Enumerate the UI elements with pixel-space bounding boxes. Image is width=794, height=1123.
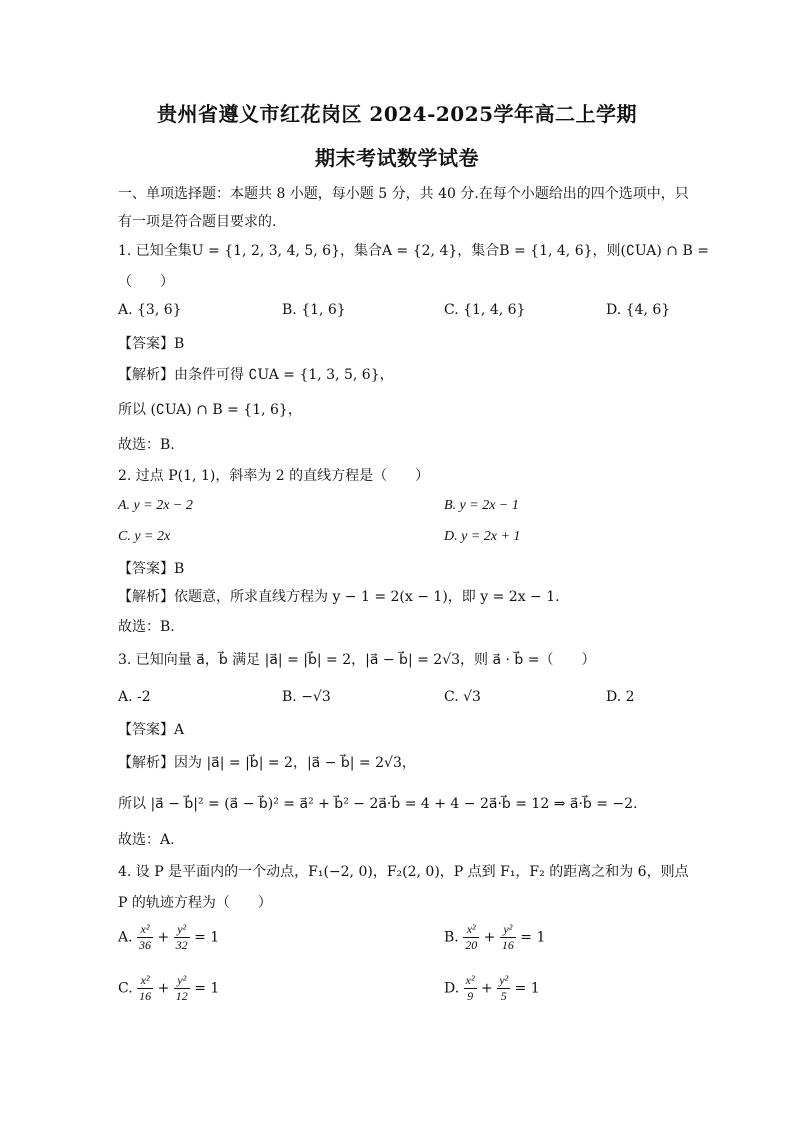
fraction: $\frac{\text{y²}}{32}$ xyxy=(175,922,188,952)
q2-choice: 故选：B. xyxy=(118,619,175,635)
option-label: C. xyxy=(118,980,133,997)
q1-choice: 故选：B. xyxy=(118,437,175,453)
fraction: $\frac{\text{x²}}{36}$ xyxy=(139,922,152,952)
q1-option-c: C. {1, 4, 6} xyxy=(444,302,526,318)
q3-option-d: D. 2 xyxy=(606,689,635,705)
option-label: B. xyxy=(444,929,459,946)
q4-option-d: D. $\frac{\text{x²}}{9}$ + $\frac{\text{y²}}{5}$ = 1 xyxy=(444,973,540,1003)
q1-option-b: B. {1, 6} xyxy=(282,302,346,318)
section-intro-2: 有一项是符合题目要求的. xyxy=(118,214,277,230)
q4-stem-2: P 的轨迹方程为（ ） xyxy=(118,895,272,911)
q2-analysis: 【解析】依题意，所求直线方程为 y − 1 = 2(x − 1)，即 y = 2x − 1. xyxy=(118,589,560,605)
q3-answer: 【答案】A xyxy=(118,722,185,738)
option-label: A. xyxy=(118,929,133,946)
q4-option-b: B. $\frac{\text{x²}}{20}$ + $\frac{\text{y²}}{16}$ = 1 xyxy=(444,922,546,952)
fraction: $\frac{\text{y²}}{12}$ xyxy=(175,973,188,1003)
q3-stem: 3. 已知向量 a⃗，b⃗ 满足 |a⃗| = |b⃗| = 2，|a⃗ − b⃗| = 2√3，则 a⃗ · b⃗ =（ ） xyxy=(118,652,596,668)
q3-option-c: C. √3 xyxy=(444,689,481,705)
fraction: $\frac{\text{x²}}{20}$ xyxy=(465,922,478,952)
q4-option-c: C. $\frac{\text{x²}}{16}$ + $\frac{\text{y²}}{12}$ = 1 xyxy=(118,973,220,1003)
section-intro-1: 一、单项选择题：本题共 8 小题，每小题 5 分，共 40 分.在每个小题给出的四个选项中，只 xyxy=(118,186,689,202)
q2-option-b: B. y = 2x − 1 xyxy=(444,498,519,513)
q1-stem: 1. 已知全集U = {1, 2, 3, 4, 5, 6}，集合A = {2, 4}，集合B = {1, 4, 6}，则(∁UA) ∩ B = xyxy=(118,243,709,259)
q4-option-a: A. $\frac{\text{x²}}{36}$ + $\frac{\text{y²}}{32}$ = 1 xyxy=(118,922,220,952)
title-line-2: 期末考试数学试卷 xyxy=(315,146,479,170)
q4-stem-1: 4. 设 P 是平面内的一个动点，F₁(−2, 0)，F₂(2, 0)，P 点到 F₁，F₂ 的距离之和为 6，则点 xyxy=(118,864,689,880)
q2-option-d: D. y = 2x + 1 xyxy=(444,529,521,544)
title-line-1: 贵州省遵义市红花岗区 2024-2025学年高二上学期 xyxy=(156,102,638,126)
fraction: $\frac{\text{x²}}{9}$ xyxy=(465,973,475,1003)
q1-analysis-2: 所以 (∁UA) ∩ B = {1, 6}， xyxy=(118,402,302,418)
q3-option-a: A. -2 xyxy=(118,689,151,705)
q2-stem: 2. 过点 P(1, 1)，斜率为 2 的直线方程是（ ） xyxy=(118,468,430,484)
fraction: $\frac{\text{x²}}{16}$ xyxy=(139,973,152,1003)
q1-answer: 【答案】B xyxy=(118,336,185,352)
q3-analysis-1: 【解析】因为 |a⃗| = |b⃗| = 2，|a⃗ − b⃗| = 2√3， xyxy=(118,755,416,771)
q3-option-b: B. −√3 xyxy=(282,689,331,705)
q2-answer: 【答案】B xyxy=(118,561,185,577)
q2-option-a: A. y = 2x − 2 xyxy=(118,498,193,513)
q1-analysis-1: 【解析】由条件可得 ∁UA = {1, 3, 5, 6}， xyxy=(118,367,394,383)
q1-paren: （ ） xyxy=(118,274,174,290)
q1-option-d: D. {4, 6} xyxy=(606,302,671,318)
q3-analysis-2: 所以 |a⃗ − b⃗|² = (a⃗ − b⃗)² = a⃗² + b⃗² − 2a⃗·b⃗ = 4 + 4 − 2a⃗·b⃗ = 12 ⇒ a⃗·b⃗ = −2. xyxy=(118,796,638,812)
q1-option-a: A. {3, 6} xyxy=(118,302,182,318)
option-label: D. xyxy=(444,980,460,997)
q2-option-c: C. y = 2x xyxy=(118,529,171,544)
fraction: $\frac{\text{y²}}{5}$ xyxy=(499,973,509,1003)
fraction: $\frac{\text{y²}}{16}$ xyxy=(501,922,514,952)
q3-choice: 故选：A. xyxy=(118,832,175,848)
